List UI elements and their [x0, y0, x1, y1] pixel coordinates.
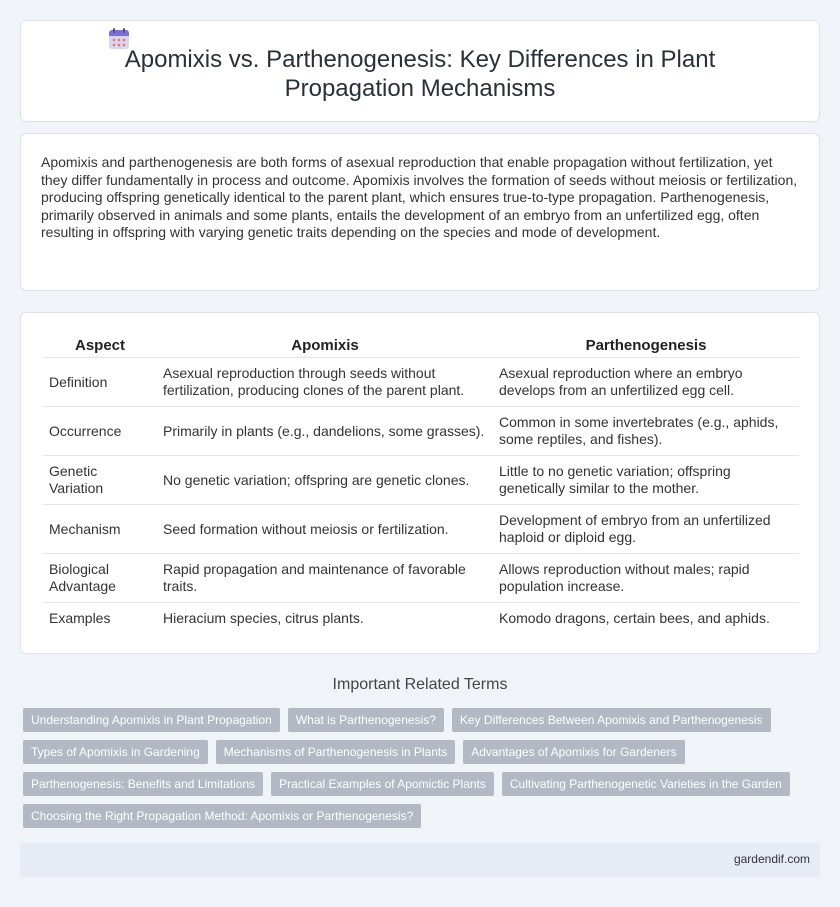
- related-term-link[interactable]: What is Parthenogenesis?: [288, 708, 444, 732]
- comparison-table: [43, 333, 799, 635]
- related-term-link[interactable]: Key Differences Between Apomixis and Parthenogenesis: [452, 708, 771, 732]
- related-terms-title: Important Related Terms: [332, 676, 508, 693]
- table-row: [43, 358, 799, 407]
- footer-site[interactable]: gardendif.com: [733, 852, 810, 866]
- related-term-link[interactable]: Types of Apomixis in Gardening: [23, 740, 208, 764]
- table-row: [43, 505, 799, 554]
- row-apomixis: Rapid propagation and maintenance of favorable traits.: [157, 554, 493, 603]
- row-apomixis: Primarily in plants (e.g., dandelions, some grasses).: [157, 407, 493, 456]
- row-aspect: Genetic Variation: [43, 456, 157, 505]
- related-terms-list: [23, 708, 823, 836]
- related-term-link[interactable]: Cultivating Parthenogenetic Varieties in the Garden: [502, 772, 790, 796]
- table-row: [43, 407, 799, 456]
- row-parthenogenesis: Little to no genetic variation; offspring genetically similar to the mother.: [493, 456, 799, 505]
- header-parthenogenesis: Parthenogenesis: [493, 333, 799, 358]
- related-term-link[interactable]: Understanding Apomixis in Plant Propagation: [23, 708, 280, 732]
- header-card: [20, 20, 820, 122]
- table-row: [43, 456, 799, 505]
- row-parthenogenesis: Development of embryo from an unfertilized haploid or diploid egg.: [493, 505, 799, 554]
- row-aspect: Biological Advantage: [43, 554, 157, 603]
- related-term-link[interactable]: Parthenogenesis: Benefits and Limitations: [23, 772, 263, 796]
- row-aspect: Occurrence: [43, 407, 157, 456]
- intro-card: [20, 133, 820, 291]
- row-aspect: Mechanism: [43, 505, 157, 554]
- related-term-link[interactable]: Practical Examples of Apomictic Plants: [271, 772, 494, 796]
- header-aspect: Aspect: [43, 333, 157, 358]
- row-parthenogenesis: Asexual reproduction where an embryo develops from an unfertilized egg cell.: [493, 358, 799, 407]
- intro-paragraph: Apomixis and parthenogenesis are both forms of asexual reproduction that enable propagation without fertilization, yet they differ fundamentally in process and outcome. Apomixis involves the formation of seeds without meiosis or fertilization, producing offspring genetically identical to the parent plant, which ensures true-to-type propagation. Parthenogenesis, primarily observed in animals and some plants, entails the development of an embryo from an unfertilized egg, often resulting in offspring with varying genetic traits depending on the species and mode of development.: [41, 154, 798, 240]
- row-apomixis: Hieracium species, citrus plants.: [163, 610, 364, 627]
- page-title: Apomixis vs. Parthenogenesis: Key Differences in Plant Propagation Mechanisms: [124, 46, 716, 102]
- row-apomixis: Seed formation without meiosis or fertilization.: [157, 505, 493, 554]
- related-term-link[interactable]: Choosing the Right Propagation Method: Apomixis or Parthenogenesis?: [23, 804, 421, 828]
- table-row: [43, 603, 799, 635]
- row-apomixis: No genetic variation; offspring are genetic clones.: [157, 456, 493, 505]
- table-header-row: [43, 333, 799, 358]
- row-aspect: Examples: [49, 610, 111, 627]
- related-term-link[interactable]: Mechanisms of Parthenogenesis in Plants: [216, 740, 455, 764]
- related-term-link[interactable]: Advantages of Apomixis for Gardeners: [463, 740, 684, 764]
- footer: [20, 843, 820, 877]
- table-row: [43, 554, 799, 603]
- row-parthenogenesis: Allows reproduction without males; rapid population increase.: [493, 554, 799, 603]
- row-apomixis: Asexual reproduction through seeds without fertilization, producing clones of the parent plant.: [157, 358, 493, 407]
- comparison-table-card: [20, 312, 820, 654]
- row-parthenogenesis: Komodo dragons, certain bees, and aphids.: [499, 610, 770, 627]
- header-apomixis: Apomixis: [157, 333, 493, 358]
- row-aspect: Definition: [43, 358, 157, 407]
- row-parthenogenesis: Common in some invertebrates (e.g., aphids, some reptiles, and fishes).: [493, 407, 799, 456]
